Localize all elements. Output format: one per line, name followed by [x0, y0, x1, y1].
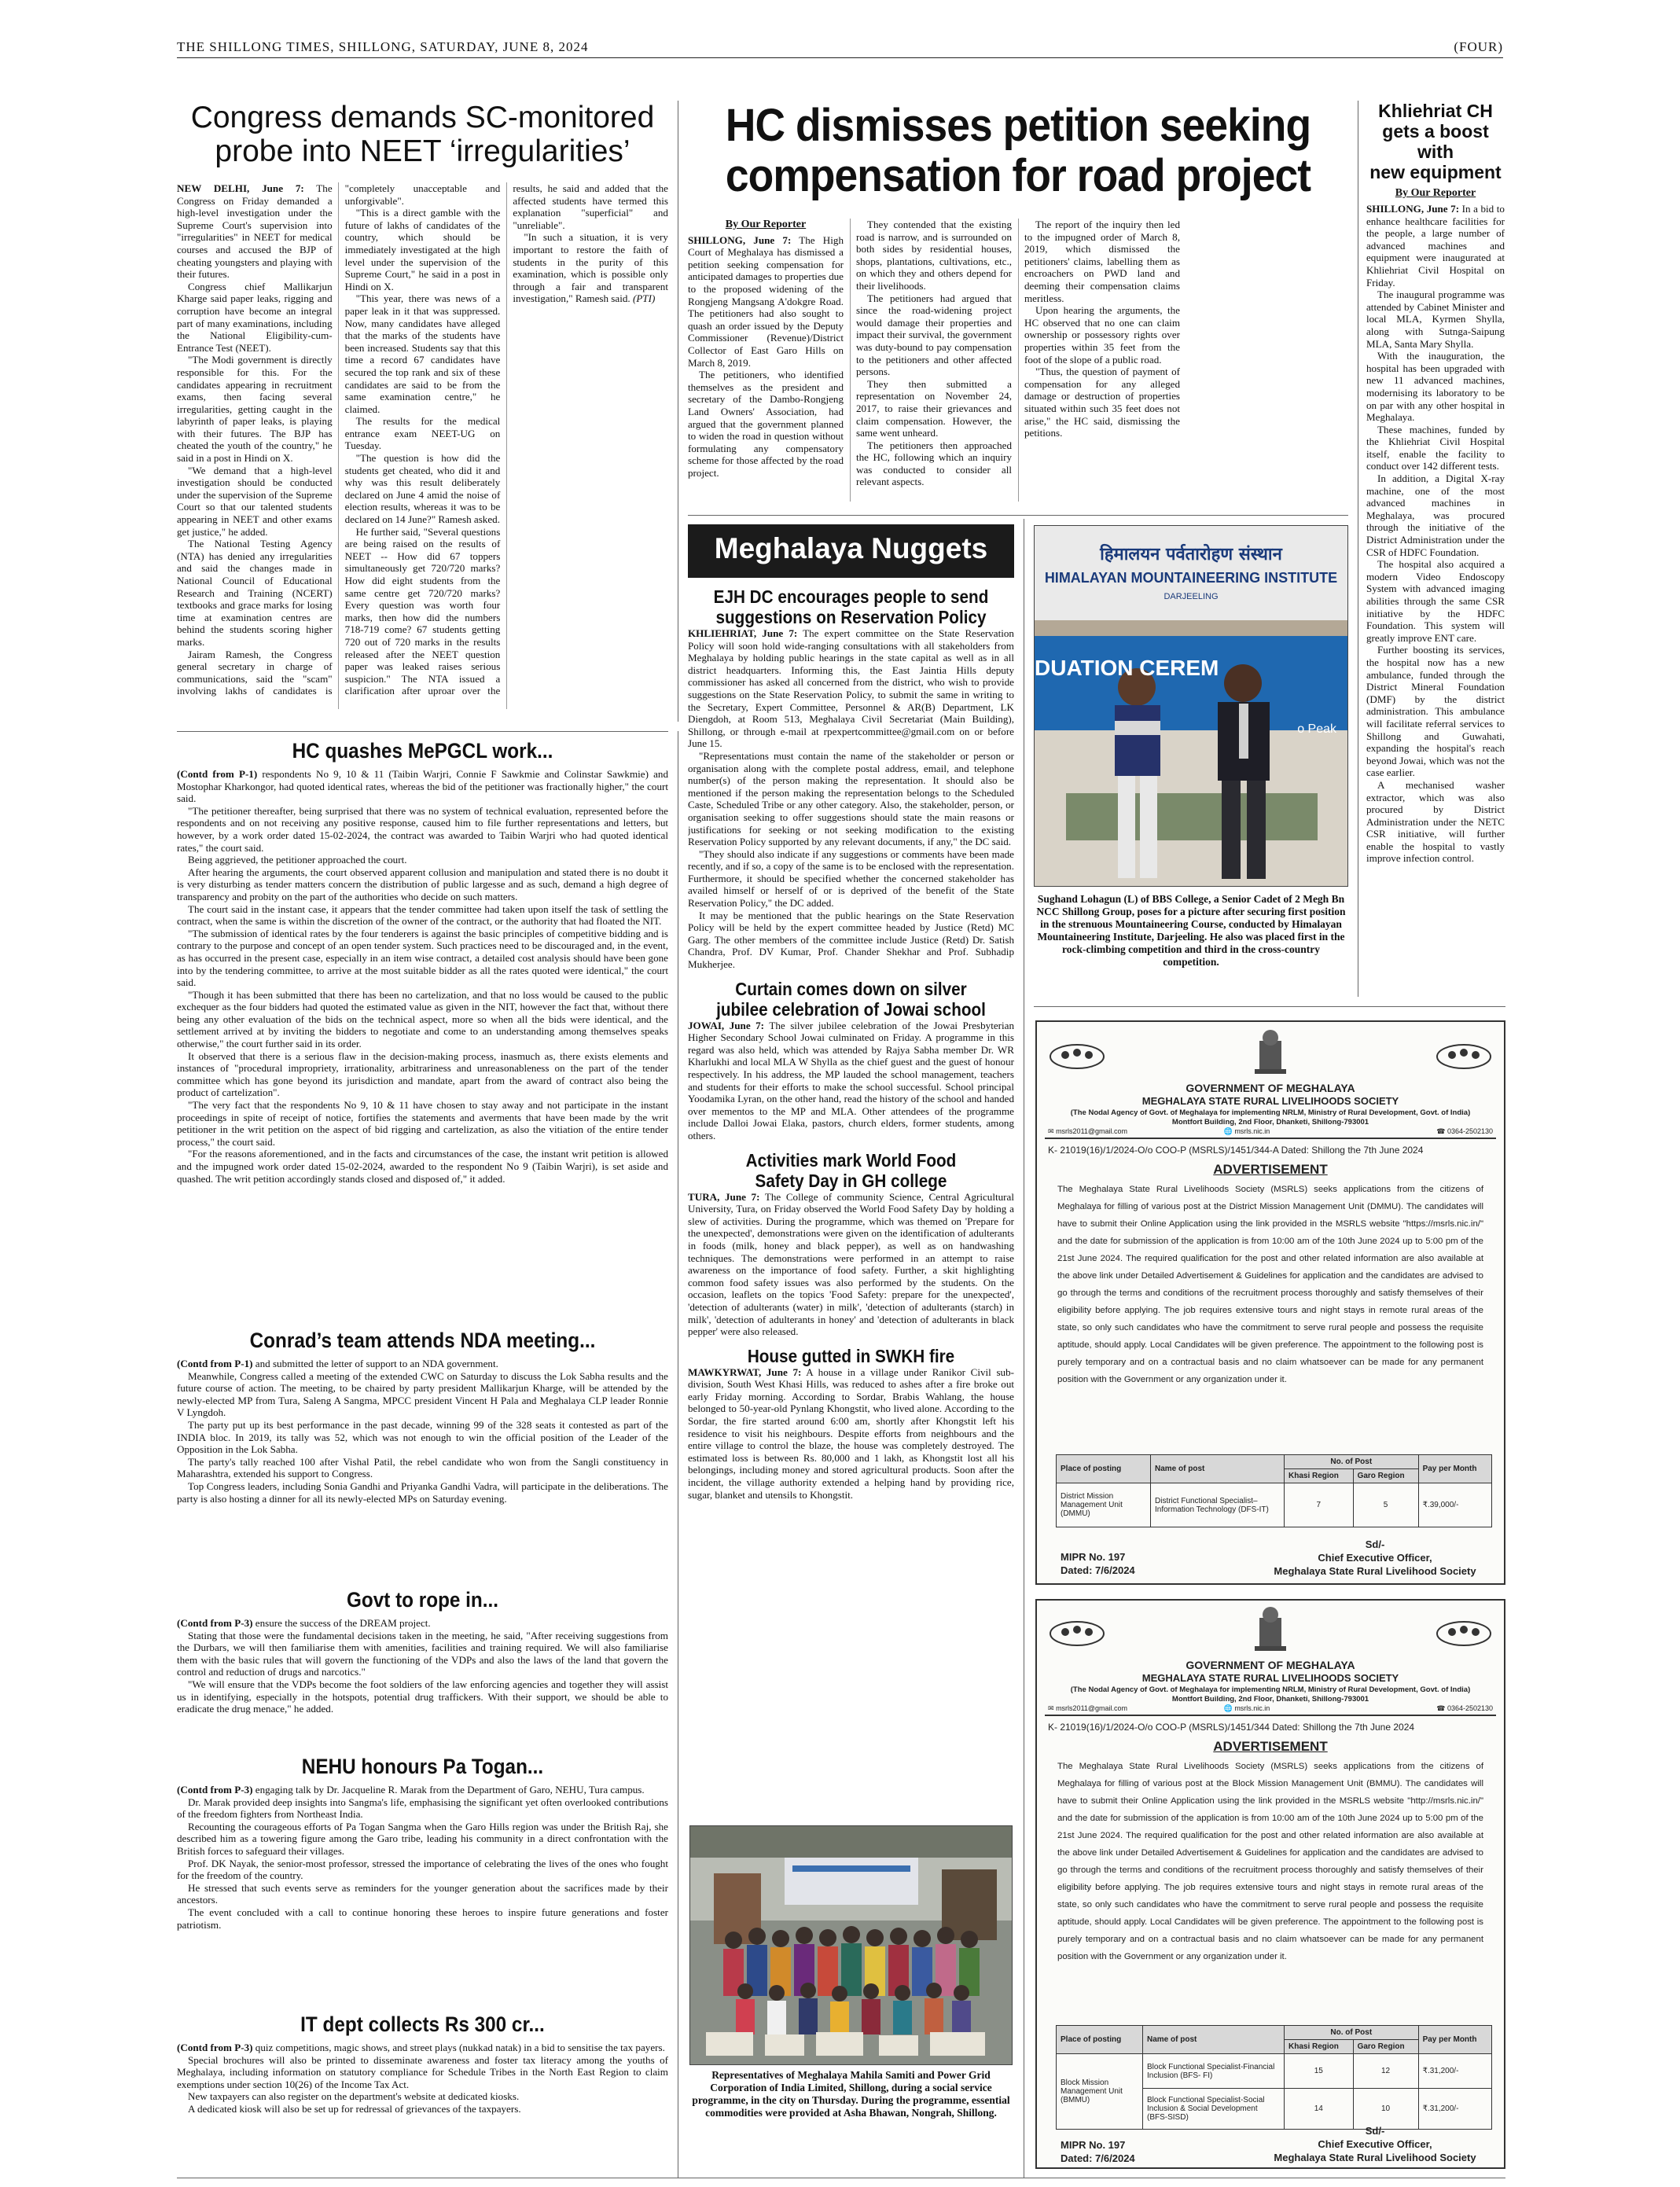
- headline: Govt to rope in...: [346, 1588, 499, 1612]
- phone-icon: ☎: [1436, 1127, 1446, 1135]
- ad-gov-title: GOVERNMENT OF MEGHALAYA: [1186, 1659, 1355, 1671]
- ad-signature: Sd/- Chief Executive Officer, Meghalaya State Rural Livelihood Society: [1274, 1538, 1476, 1577]
- headline: NEHU honours Pa Togan...: [301, 1755, 544, 1778]
- ad-signature: Sd/- Chief Executive Officer, Meghalaya State Rural Livelihood Society: [1274, 2125, 1476, 2163]
- page-header: [177, 35, 1503, 58]
- article-govt-rope: [177, 1588, 668, 1749]
- article-body: (Contd from P-3) quiz competitions, magic shows, and street plays (nukkad natak) in a bid to sensitise the tax payers. Special brochures will also be printed to disseminate awareness and foster tax literacy among the youths of Meghalaya, including information on statutory compliance for Schedule Tribes in the North East Region to claim exemptions under section 10(26) of the Income Tax Act. New taxpayers can also register on the department's website at dedicated kiosks. A dedicated kiosk will also be set up for redressal of grievances of the taxpayers.: [177, 2042, 668, 2115]
- ad-contact-row: ✉ msrls2011@gmail.com 🌐 msrls.nic.in ☎ 0364-2502130: [1048, 1704, 1493, 1712]
- article-house-fire: MAWKYRWAT, June 7: A house in a village under Ranikor Civil sub-division, South West Khasi Hills, was reduced to ashes after a fire broke out early Friday morning. According to Sordar, Brabis Wahlang, the house belonged to 50-year-old Pynlang Khongstit, who lived alone. According to the Sordar, the fire started around 6:00 am, shortly after Khongstit left his residence to visit his neighbours. Despite efforts from neighbours and the entire village to control the blaze, the house was completely destroyed. The estimated loss is between Rs. 80,000 and 1 lakh, as Khongstit lost all his belongings, including money and stored agricultural products. Soon after the incident, the village authority extended a helping hand by providing rice, sugar, blanket and utensils to Khongstit.: [688, 1365, 1014, 1501]
- article-body: NEW DELHI, June 7: The Congress on Friday demanded a high-level investigation under the Supreme Court's supervision into "irregularities" in NEET for medical courses and accused the BJP of cheating youngsters and playing with their futures. Congress chief Mallikarjun Kharge said paper leaks, rigging and corruption have become an integral part of many examinations, including the National Eligibility-cum-Entrance Test (NEET). "The Modi government is directly responsible for this. For the candidates appearing in recruitment exams, then facing several irregularities, getting caught in the labyrinth of paper leaks, is playing with their futures. The BJP has cheated the youth of the country," he said in a post in Hindi on X. "We demand that a high-level investigation should be conducted under the supervision of the Supreme Court so that our talented students appearing in NEET and other exams get justice," he added. The National Testing Agency (NTA) has denied any irregularities and said the changes made in National Council of Educational Research and Training (NCERT) textbooks and grace marks for losing time at examination centres are behind the students scoring higher marks. Jairam Ramesh, the Congress general secretary in charge of communications, said the "scam" involving lakhs of candidates is "completely unacceptable and unforgivable". "This is a direct gamble with the future of lakhs of candidates of the country, which should be immediately investigated at the high level under the supervision of the Supreme Court," he said in a post in Hindi on X. "This year, there was news of a paper leak in it that was suppressed. Now, many candidates have alleged that the marks of the students have been increased. Students say that this time a record 67 candidates have secured the top rank and six of these candidates are said to be from the same examination centre," he claimed. The results for the medical entrance exam NEET-UG on Tuesday. "The question is how did the students get cheated, who did it and why was this result deliberately declared on June 4 amid the noise of election results, whereas it was to be declared on 14 June?" Ramesh asked. He further said, "Several questions are being raised on the results of NEET -- How did 67 toppers simultaneously get 720/720 marks? How did eight students from the same centre get 720/720 marks? Every question was worth four marks, then how did the numbers 718-719 come? 67 students getting 720 out of 720 marks in the results released after the NEET question paper was leaked raises serious suspicion." The NTA issued a clarification after uproar over the results, he said and added that the affected students have termed this explanation "superficial" and "unreliable". "In such a situation, it is very important to restore the faith of students in the purity of this examination, which is possible only through a fair and transparent investigation," Ramesh said. (PTI): [177, 182, 668, 697]
- article-hc-road-project: [688, 101, 1348, 509]
- banner-peak: o Peak: [1297, 722, 1336, 736]
- banner-english: HIMALAYAN MOUNTAINEERING INSTITUTE: [1044, 570, 1338, 586]
- table-row: Block Functional Specialist-Social Inclusion & Social Development (BFS-SISD) 14 10 ₹.31,200/-: [1057, 2089, 1492, 2130]
- article-food-safety: TURA, June 7: The College of community Science, Central Agricultural University, Tura, on Friday observed the World Food Safety Day by holding a slew of activities. During the programme, which was themed on 'Prepare for the unexpected', demonstrations were given on the identification of adulterants in foods (milk, honey and black pepper), as well as on handwashing techniques. The demonstrations were performed in an attempt to raise awareness on the importance of food safety. Further, a skit highlighting common food safety issues was also performed by the students. On the occasion, leaflets on the topics 'Food Safety: prepare for the unexpected', 'detection of adulterants (water) in milk', 'detection of adulterants (starch) in milk', 'detection of adulterants in honey' and 'detection of adulterants in black pepper' were also released.: [688, 1190, 1014, 1338]
- ad-post-table: Place of posting Name of post No. of Post Pay per Month Khasi Region Garo Region Block Mission Management Unit (BMMU) Block Functional Specialist-Financial Inclusion (BFS- FI) 15 12 ₹.31,200/- Block Functional Specialist-Social Inclusion & Social Development (BFS-SISD) 14 10 ₹.31,200/-: [1056, 2025, 1492, 2130]
- group-photo-image: [690, 1826, 1013, 2065]
- ad-society-name: MEGHALAYA STATE RURAL LIVELIHOODS SOCIETY: [1141, 1672, 1399, 1684]
- msrls-logo-icon: [1048, 1618, 1106, 1649]
- article-body: (Contd from P-1) respondents No 9, 10 & 11 (Taibin Warjri, Connie F Sawkmie and Colinstar Sawkmie) and Mostophar Kharkongor, had quoted identical rates, whereas the bid of the petitioner was fractionally higher," the court said. "The petitioner thereafter, being surprised that there was no system of technical evaluation, represented before the respondents and on not receiving any positive response, caused him to file further representations and letters, but however, by a work order dated 15-02-2024, the contract was awarded to Taibin Warjri who had quoted identical rates," the court said. Being aggrieved, the petitioner approached the court. After hearing the arguments, the court observed apparent collusion and manipulation and stated there is no doubt it is very disturbing as tender matters concern the distribution of public largesse and as such, demand a high degree of transparency and probity on the part of the authorities who decide on such matters. The court said in the instant case, it appears that the tender committee had taken upon itself the task of settling the contract, when the same is within the discretion of the owner of the contract, or the authority that had floated the NIT. "The submission of identical rates by the four tenderers is against the basic principles of competitive bidding and is contrary to the purpose and concept of an open tender system. Such practices need to be discouraged and, in the event, as has occurred in the present case, especially in an item wise contract, a detailed cost analysis should have been gone into by the tendering committee, to arrive at the most suitable bidder as all the rates quoted were identical," the court said. "Though it has been submitted that there has been no cartelization, and that no loss would be caused to the public exchequer as the four bidders had quoted the estimated value as given in the NIT, however the fact that, without there being any other evaluation of the bids on the technical aspect, more so when all the bids were identical, and the settlement arrived at by inviting the bidders to negotiate and come to an understanding among themselves speaks otherwise," the court further said in its order. It observed that there is a serious flaw in the decision-making process, inasmuch as, there exists elements and instances of "procedural impropriety, irrationality, arbitrariness and unreasonableness on the part of the tender committee which has gone beyond its jurisdiction and mandate, apart from the award of contract also being the product of cartelization". "The very fact that the respondents No 9, 10 & 11 have chosen to stay away and not participate in the instant proceedings in spite of receipt of notice, fortifies the statements and averments that have been made by the writ petitioner in the writ petition on the aspect of bid rigging and cartelization, as also the vitiation of the entire tender process," the court said. "For the reasons aforementioned, and in the facts and circumstances of the case, the instant writ petition is allowed and the impugned work order dated 15-02-2024, awarded to the respondent No 9 (Taibin Warjri), is set aside and quashed. The writ petition accordingly stands closed and disposed of," it added.: [177, 768, 668, 1185]
- article-body: By Our Reporter SHILLONG, June 7: The High Court of Meghalaya has dismissed a petition seeking compensation for anticipated damages to properties due to the proposed widening of the Rongjeng Mangsang A'dokgre Road. The petitioners had also sought to quash an order issued by the Deputy Commissioner (Revenue)/District Collector of East Garo Hills on March 8, 2019. The petitioners, who identified themselves as the president and secretary of the Dambo-Rongjeng Land Owners' Association, had argued that the government planned to widen the road in question without formulating any compensatory scheme for those affected by the road project. They contended that the existing road is narrow, and is surrounded on both sides by residential houses, shops, plantations, cultivations, etc., on which they and others depend for their livelihoods. The petitioners had argued that since the road-widening project would damage their properties and impact their survival, the government was duty-bound to pay compensation to the petitioners and other affected persons. They then submitted a representation on November 24, 2017, to raise their grievances and claim compensation. However, the same went unheard. The petitioners then approached the HC, following which an inquiry was conducted to consider all relevant aspects. The report of the inquiry then led to the impugned order of March 8, 2019, which dismissed the petitioners' claims, labelling them as encroachers on PWD land and deeming their compensation claims meritless. Upon hearing the arguments, the HC observed that no one can claim ownership or possessory rights over properties within 35 feet from the foot of the slope of a public road. "Thus, the question of payment of compensation for any alleged damage or destruction of properties situated within such 35 feet does not arise," the HC said, dismissing the petitions.: [688, 219, 1180, 488]
- headline: IT dept collects Rs 300 cr...: [300, 2012, 545, 2036]
- mail-icon: ✉: [1048, 1704, 1054, 1712]
- state-emblem-icon: [1248, 1604, 1292, 1656]
- msrls-logo-icon: [1435, 1041, 1493, 1072]
- ad-contact-row: ✉ msrls2011@gmail.com 🌐 msrls.nic.in ☎ 0364-2502130: [1048, 1127, 1493, 1135]
- ad-mipr: MIPR No. 197 Dated: 7/6/2024: [1061, 1551, 1135, 1576]
- photo-caption-group: Representatives of Meghalaya Mahila Samiti and Power Grid Corporation of India Limited, Shillong, during a social service programme, in the city on Thursday. During the programme, essential commodities were provided at Asha Bhawan, Nongrah, Shillong.: [692, 2069, 1010, 2119]
- photo-mahila-samiti-group: [689, 1825, 1013, 2065]
- ad-title: ADVERTISEMENT: [1213, 1162, 1328, 1177]
- headline: Khliehriat CH gets a boost with new equipment: [1369, 101, 1502, 182]
- ad-nodal: (The Nodal Agency of Govt. of Meghalaya for implementing NRLM, Ministry of Rural Development, Govt. of India): [1070, 1108, 1471, 1117]
- banner-ceremony: DUATION CEREM: [1035, 656, 1219, 680]
- banner-sub: DARJEELING: [1164, 592, 1219, 601]
- msrls-logo-icon: [1435, 1618, 1493, 1649]
- table-row: District Mission Management Unit (DMMU) District Functional Specialist– Information Technology (DFS-IT) 7 5 ₹.39,000/-: [1057, 1483, 1492, 1527]
- mail-icon: ✉: [1048, 1127, 1054, 1135]
- headline-food-safety: Activities mark World Food Safety Day in GH college: [745, 1149, 957, 1191]
- headline: Conrad’s team attends NDA meeting...: [249, 1329, 596, 1352]
- ad-body: The Meghalaya State Rural Livelihoods Society (MSRLS) seeks applications from the citizens of Meghalaya for filling of various post at the District Mission Management Unit (DMMU). The candidates will have to submit their Online Application using the link provided in the MSRLS website "https://msrls.nic.in/" and the date for submission of the application is from 10:00 am of the 10th June 2024 up to 5:00 pm of the 21st June 2024. The required qualification for the post and other related information are also available at the above link under Detailed Advertisement & Guidelines for application and the candidates are advised to go through the terms and conditions of the recruitment process thoroughly and satisfy themselves of their eligibility before applying. The job requires extensive tours and night stays in remote rural areas of the state, so only such candidates who have the commitment to serve rural people and possess the requisite aptitude, should apply. Local Candidates will be given preference. The appointment to the following post is purely temporary and on a contractual basis and no claim whatsoever can be made for any permanent position with the Government or any organization under it.: [1057, 1185, 1483, 1384]
- article-khliehriat-ch: Khliehriat CH gets a boost with new equipment By Our Reporter SHILLONG, June 7: In a bid to enhance healthcare facilities for the people, a large number of advanced machines and equipment were inaugurated at Khliehriat Civil Hospital on Friday. The inaugural programme was attended by Cabinet Minister and local MLA, Kyrmen Shylla, along with Sutnga-Saipung MLA, Santa Mary Shylla. With the inauguration, the hospital has been upgraded with new 11 advanced machines, modernising its laboratory to be on par with any other hospital in Meghalaya. These machines, funded by the Khliehriat Civil Hospital itself, enable the facility to conduct over 142 different tests. In addition, a Digital X-ray machine, one of the most advanced machines in Meghalaya, was procured through the initiative of the District Administration under the CSR of HDFC Foundation. The hospital also acquired a modern Video Endoscopy System with advanced imaging abilities through the same CSR initiative by the HDFC Foundation. This system will greatly improve ENT care. Further boosting its services, the hospital now has a new ambulance, funded through the District Mineral Foundation (DMF) by the district administration. This ambulance will facilitate referral services to Shillong and Guwahati, expanding the hospital's reach beyond Jowai, which was not the case earlier. A mechanised washer extractor, which was also procured by District Administration under the NETC CSR initiative, will further enable the hospital to vastly improve infection control.: [1366, 101, 1505, 865]
- ad-body: The Meghalaya State Rural Livelihoods Society (MSRLS) seeks applications from the citizens of Meghalaya for filling of various post at the Block Mission Management Unit (BMMU). The candidates will have to submit their Online Application using the link provided in the MSRLS website "http://msrls.nic.in/" and the date for submission of the application is from 10:00 am of the 10th June 2024 up to 5:00 pm of the 21st June 2024. The required qualification for the post and other related information are also available at the above link under Detailed Advertisement & Guidelines for application and the candidates are advised to go through the terms and conditions of the recruitment process thoroughly and satisfy themselves of their eligibility before applying. The job requires extensive tours and night stays in remote rural areas of the state, so only such candidates who have the commitment to serve rural people and possess the requisite aptitude, should apply. Local Candidates will be given preference. The appointment to the following post is purely temporary and on a contractual basis and no claim whatsoever can be made for any permanent position with the Government or any organization under it.: [1057, 1762, 1483, 1961]
- state-emblem-icon: [1248, 1027, 1292, 1079]
- table-row: Block Mission Management Unit (BMMU) Block Functional Specialist-Financial Inclusion (BFS- FI) 15 12 ₹.31,200/-: [1057, 2054, 1492, 2089]
- page-number: (FOUR): [1454, 39, 1503, 54]
- article-body: (Contd from P-3) engaging talk by Dr. Jacqueline R. Marak from the Department of Garo, NEHU, Tura campus. Dr. Marak provided deep insights into Sangma's life, emphasising the significant yet often overlooked contributions of the freedom fighters from Northeast India. Recounting the courageous efforts of Pa Togan Sangma when the Garo Hills region was under the British Raj, she described him as a towering figure among the Garo tribe, leading his community in a direct confrontation with the British forces to safeguard their villages. Prof. DK Nayak, the senior-most professor, stressed the importance of celebrating the lives of the ones who fought for the freedom of the country. He stressed that such events serve as reminders for the younger generation about the sacrifices made by their ancestors. The event concluded with a call to continue honoring these heroes to inspire future generations and foster patriotism.: [177, 1784, 668, 1931]
- ad-address: Montfort Building, 2nd Floor, Dhanketi, Shillong-793001: [1171, 1118, 1369, 1127]
- advertisement-bmmu: [1035, 1599, 1505, 2169]
- advertisement-dmmu: [1035, 1020, 1505, 1585]
- ad-post-table: Place of posting Name of post No. of Post Pay per Month Khasi Region Garo Region District Mission Management Unit (DMMU) District Functional Specialist– Information Technology (DFS-IT) 7 5 ₹.39,000/-: [1056, 1454, 1492, 1527]
- article-body: (Contd from P-3) ensure the success of the DREAM project. Stating that those were the fundamental decisions taken in the meeting, he said, "After receiving suggestions from the Durbars, we will then familiarise them with amenities, facilities and training required. We will also familiarise them with the basic rules that will govern the functioning of the VDPs and also the laws of the land that govern the control and reduction of drugs and narcotics." "We will ensure that the VDPs become the foot soldiers of the law enforcing agencies and together they will assist us in identifying, especially in the hotspots, potential drug traffickers. With their support, we should be able to eradicate the drug menace," he added.: [177, 1617, 668, 1715]
- headline: HC quashes MePGCL work...: [292, 739, 553, 763]
- ad-gov-title: GOVERNMENT OF MEGHALAYA: [1186, 1082, 1355, 1094]
- phone-icon: ☎: [1436, 1704, 1446, 1712]
- ad-reference: K- 21019(16)/1/2024-O/o COO-P (MSRLS)/1451/344-A Dated: Shillong the 7th June 2024: [1048, 1145, 1424, 1156]
- section-banner-nuggets: Meghalaya Nuggets: [688, 524, 1014, 578]
- headline-house-fire: House gutted in SWKH fire: [747, 1345, 955, 1366]
- ad-mipr: MIPR No. 197 Dated: 7/6/2024: [1061, 2139, 1135, 2164]
- ad-reference: K- 21019(16)/1/2024-O/o COO-P (MSRLS)/1451/344 Dated: Shillong the 7th June 2024: [1048, 1722, 1415, 1733]
- article-body: (Contd from P-1) and submitted the letter of support to an NDA government. Meanwhile, Congress called a meeting of the extended CWC on Saturday to discuss the Lok Sabha results and the future course of action. The meeting, to be chaired by party president Mallikarjun Kharge, will be attended by the newly-elected MP from Tura, Saleng A Sangma, MPCC president Vincent H Pala and Meghalaya CLP leader Ronnie V Lyngdoh. The party put up its best performance in the past decade, winning 99 of the 328 seats it contested as part of the INDIA bloc. In 2019, its tally was 52, which was not enough to win the official position of the Leader of the Opposition in the Lok Sabha. The party's tally reached 100 after Vishal Patil, the rebel candidate who won from the Sangli constituency in Maharashtra, extended his support to Congress. Top Congress leaders, including Sonia Gandhi and Priyanka Gandhi Vadra, will participate in the deliberations. The party is also hosting a dinner for all its newly-elected MPs on Saturday evening.: [177, 1358, 668, 1505]
- article-mepgcl: [177, 739, 668, 1322]
- msrls-logo-icon: [1048, 1041, 1106, 1072]
- banner-hindi: हिमालयन पर्वतारोहण संस्थान: [1100, 545, 1282, 564]
- article-nehu: [177, 1755, 668, 2010]
- web-icon: 🌐: [1223, 1127, 1233, 1135]
- article-conrad: [177, 1329, 668, 1580]
- article-jowai: JOWAI, June 7: The silver jubilee celebration of the Jowai Presbyterian Higher Secondary School Jowai culminated on Friday. A programme in this regard was also held, which was attended by Rajya Sabha member Dr. WR Kharlukhi and local MLA W Shylla as the chief guest and the guest of honour respectively. In his address, the MP lauded the school management, teachers and students for their efforts to make the school successful. School principal Yoodamika Lyran, on the other hand, read the history of the school and handed over mementos to the MP and MLA. Other attendees of the programme include Dalloi Jowai Elaka, pastors, church elders, former students, among others.: [688, 1019, 1014, 1141]
- article-ejh: KHLIEHRIAT, June 7: The expert committee on the State Reservation Policy will soon hold wide-ranging consultations with all stakeholders from Meghalaya by holding public hearings in the state capital as well as in all district headquarters. Informing this, the East Jaintia Hills deputy commissioner has asked all concerned from the district, who wish to provide suggestions on the State Reservation Policy, to submit the same in writing to the Secretary, Expert Committee, Personnel & AR(B) Department, LK Diengdoh, at Room 513, Meghalaya Civil Secretariat (Main Building), Shillong, or through e-mail at rpexpertcommittee@gmail.com on or before June 15. "Representations must contain the name of the stakeholder or person or organisation along with the complete postal address, email, and telephone number(s) of the person making the representation. It should also be mentioned if the person making the representation belongs to the Scheduled Caste, Scheduled Tribe or any other category. Also, the stakeholder, person, or organisation seeking to offer suggestions should state the main reasons or justifications for seeking or not seeking modification to the existing Reservation Policy supported by any relevant documents, if any," the DC said. "They should also indicate if any suggestions or comments have been made recently, and if so, a copy of the same is to be enclosed with the representation. Furthermore, it should be specified whether the concerned stakeholder has availed himself or herself of or is deprived of the benefit of the State Reservation Policy," the DC added. It may be mentioned that the public hearings on the State Reservation Policy will be held by the expert committee headed by Justice (Retd) MC Garg. The other members of the committee include Justice (Retd) Dr. Satish Chandra, Prof. DV Kumar, Prof. Chander Shekhar and Prof. Subhadip Mukherjee.: [688, 627, 1014, 971]
- article-body: SHILLONG, June 7: In a bid to enhance healthcare facilities for the people, a large number of advanced machines and equipment were inaugurated at Khliehriat Civil Hospital on Friday. The inaugural programme was attended by Cabinet Minister and local MLA, Kyrmen Shylla, along with Sutnga-Saipung MLA, Santa Mary Shylla. With the inauguration, the hospital has been upgraded with new 11 advanced machines, modernising its laboratory to be on par with any other hospital in Meghalaya. These machines, funded by the Khliehriat Civil Hospital itself, enable the facility to conduct over 142 different tests. In addition, a Digital X-ray machine, one of the most advanced machines in Meghalaya, was procured through the initiative of the District Administration under the CSR of HDFC Foundation. The hospital also acquired a modern Video Endoscopy System with advanced imaging abilities through the same CSR initiative by the HDFC Foundation. This system will greatly improve ENT care. Further boosting its services, the hospital now has a new ambulance, funded through the District Mineral Foundation (DMF) by the district administration. This ambulance will facilitate referral services to Shillong and Guwahati, expanding the hospital's reach beyond Jowai, which was not the case earlier. A mechanised washer extractor, which was also procured by District Administration under the NETC CSR initiative, will further enable the hospital to vastly improve infection control.: [1366, 203, 1505, 865]
- ad-nodal: (The Nodal Agency of Govt. of Meghalaya for implementing NRLM, Ministry of Rural Development, Govt. of India): [1070, 1685, 1471, 1694]
- ad-address: Montfort Building, 2nd Floor, Dhanketi, Shillong-793001: [1171, 1695, 1369, 1704]
- photo-ncc-cadet: [1034, 525, 1348, 887]
- article-it-dept: [177, 2012, 668, 2178]
- headline: HC dismisses petition seeking compensation for road project: [725, 101, 1311, 201]
- ad-society-name: MEGHALAYA STATE RURAL LIVELIHOODS SOCIETY: [1141, 1095, 1399, 1107]
- headline: Congress demands SC-monitored probe into NEET ‘irregularities’: [190, 101, 655, 168]
- headline-jowai: Curtain comes down on silver jubilee celebration of Jowai school: [716, 978, 986, 1020]
- web-icon: 🌐: [1223, 1704, 1233, 1712]
- headline-ejh: EJH DC encourages people to send suggestions on Reservation Policy: [713, 586, 989, 627]
- ad-title: ADVERTISEMENT: [1213, 1739, 1328, 1754]
- photo-caption-cadet: Sughand Lohagun (L) of BBS College, a Senior Cadet of 2 Megh Bn NCC Shillong Group, poses for a picture after securing first position in the strenuous Mountaineering Course, conducted by Himalayan Mountaineering Institute, Darjeeling. He also was placed first in the rock-climbing competition and third in the cross-country competition.: [1036, 893, 1346, 968]
- article-congress-neet: [177, 101, 668, 722]
- nuggets-column: [688, 583, 1014, 1821]
- newspaper-dateline: THE SHILLONG TIMES, SHILLONG, SATURDAY, JUNE 8, 2024: [177, 39, 589, 54]
